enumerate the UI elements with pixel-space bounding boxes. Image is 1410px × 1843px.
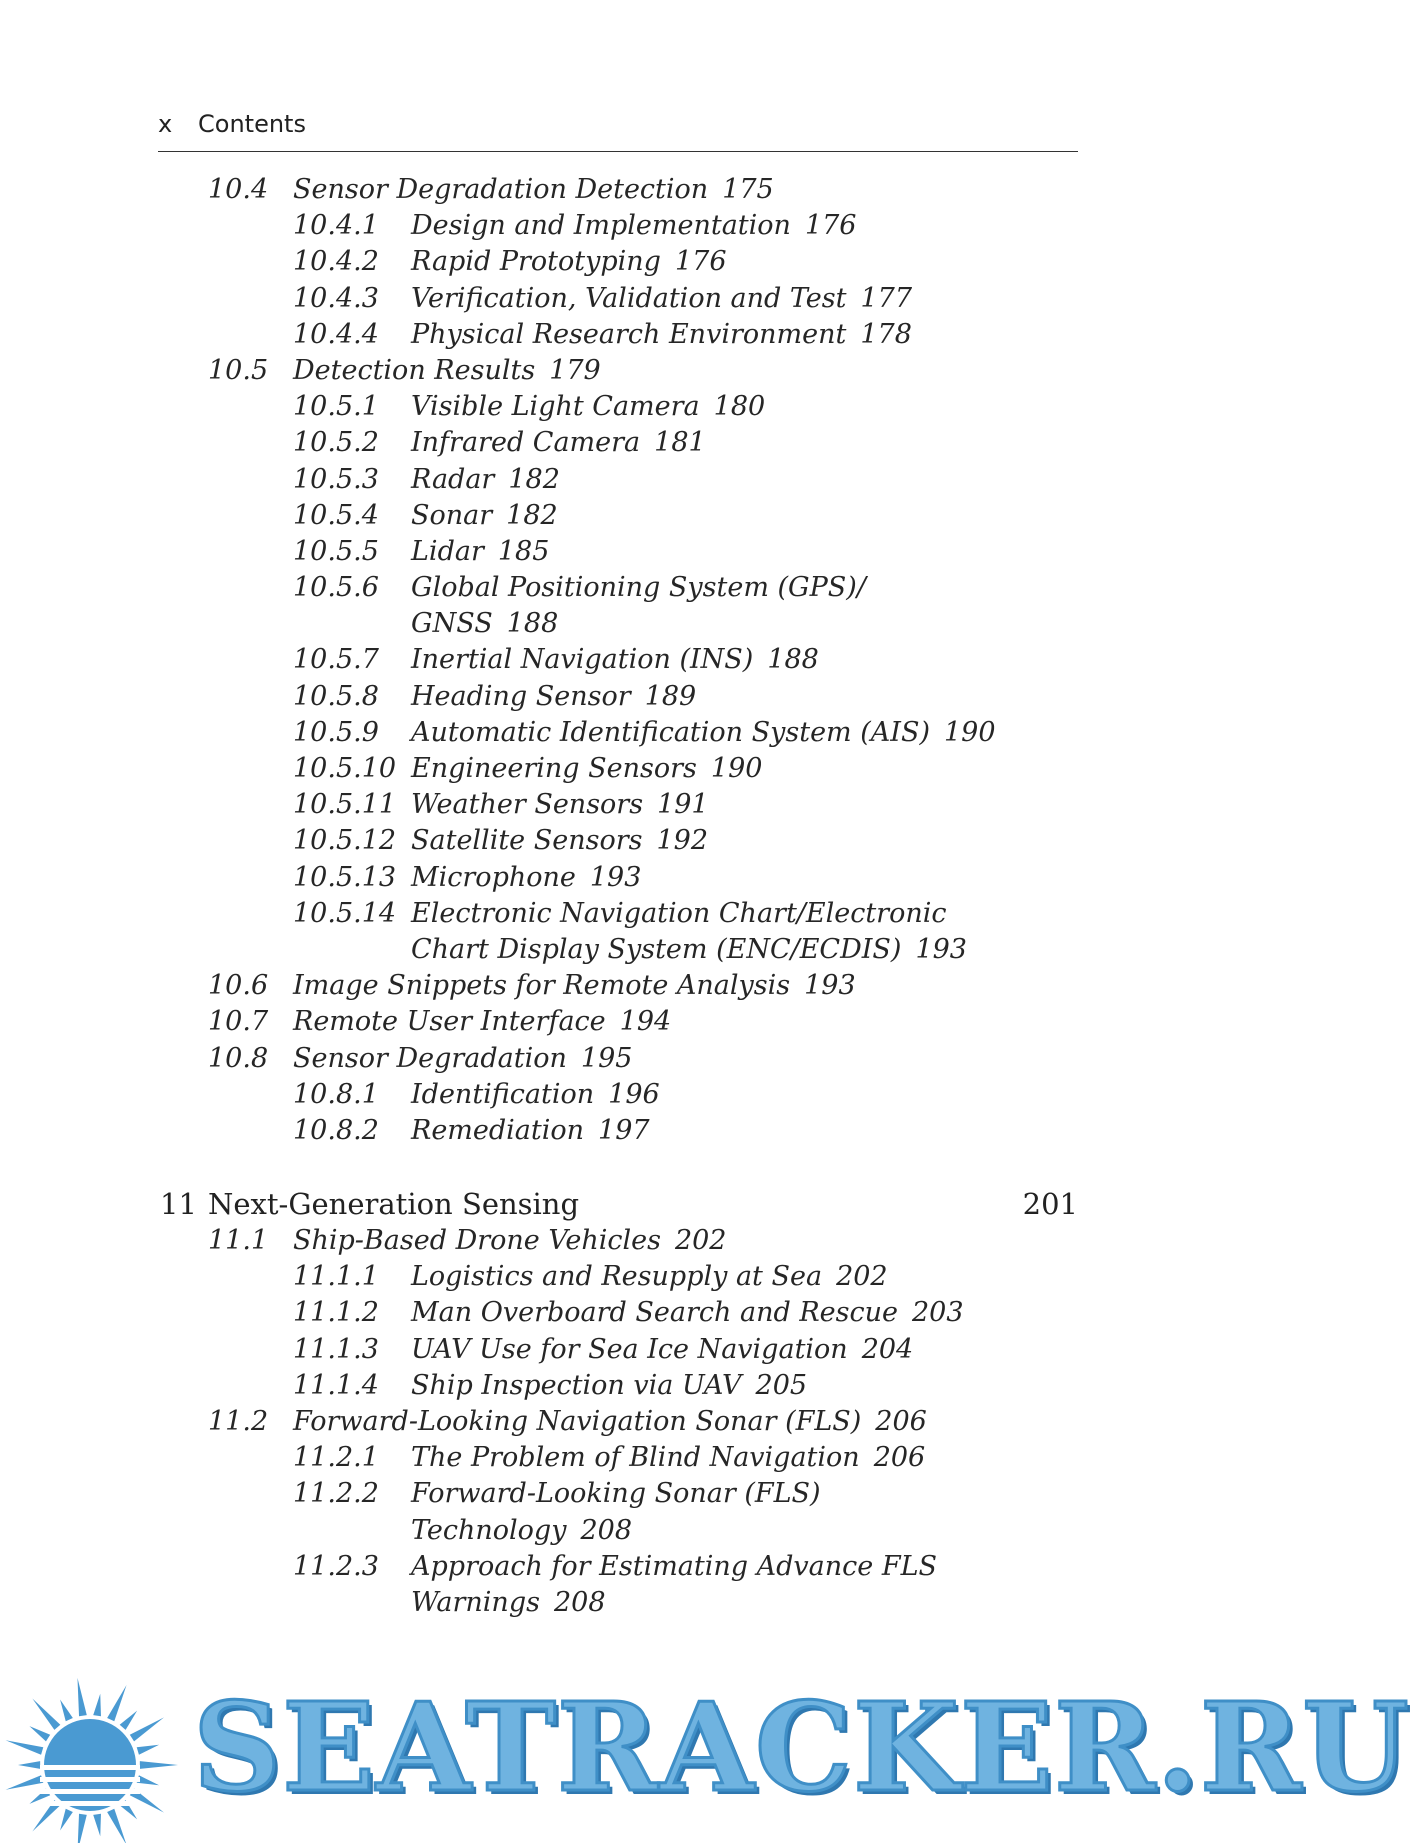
header-rule xyxy=(158,151,1078,152)
toc-entry-title xyxy=(411,1585,606,1621)
sun-ray xyxy=(93,1694,101,1716)
toc-entry-page: 204 xyxy=(861,1333,914,1365)
toc-entry-page: 178 xyxy=(860,318,912,350)
toc-entry-number: 10.5.8 xyxy=(293,680,379,712)
toc-entry[interactable] xyxy=(158,425,1078,461)
toc-entry-title-text: Design and Implementation xyxy=(411,210,791,242)
toc-entry-title xyxy=(411,244,727,280)
sun-ray xyxy=(137,1745,159,1755)
toc-entry-title-text: Heading Sensor xyxy=(411,680,631,712)
sun-ray xyxy=(60,1700,73,1722)
toc-entry-title xyxy=(411,281,912,317)
sun-ray xyxy=(18,1761,40,1769)
toc-entry-number: 10.6 xyxy=(208,970,269,1002)
toc-section-chapter-10 xyxy=(158,172,1078,1149)
toc-entry[interactable] xyxy=(158,1368,1078,1404)
toc-entry[interactable] xyxy=(158,389,1078,425)
toc-entry-number: 10.5.5 xyxy=(293,535,379,567)
toc-entry-page: 180 xyxy=(713,391,766,423)
toc-entry-page: 196 xyxy=(608,1078,660,1110)
toc-entry-page: 189 xyxy=(644,680,697,712)
sun-ray xyxy=(140,1761,178,1769)
toc-entry-title-text: The Problem of Blind Navigation xyxy=(411,1442,860,1474)
toc-entry-title-text: Weather Sensors xyxy=(411,789,644,821)
toc-entry-number: 11.1.4 xyxy=(293,1369,379,1401)
toc-entry-page: 202 xyxy=(674,1225,727,1257)
toc-entry-page: 208 xyxy=(553,1586,606,1618)
toc-entry-title-text: Rapid Prototyping xyxy=(411,246,661,278)
toc-entry-title-text: UAV Use for Sea Ice Navigation xyxy=(411,1333,848,1365)
toc-entry[interactable] xyxy=(158,353,1078,389)
toc-entry[interactable] xyxy=(158,1549,1078,1585)
toc-entry-title-text: Sensor Degradation Detection xyxy=(293,174,709,205)
page-number-label: x xyxy=(158,110,173,138)
toc-entry-page: 190 xyxy=(943,716,996,748)
toc-entry-page: 208 xyxy=(580,1514,633,1546)
toc-entry-title-text: Man Overboard Search and Rescue xyxy=(411,1297,898,1329)
toc-entry-number: 10.4.3 xyxy=(293,282,379,314)
toc-entry-title xyxy=(293,1404,927,1440)
toc-entry-title xyxy=(411,1513,632,1549)
toc-entry[interactable] xyxy=(158,642,1078,678)
toc-entry-title xyxy=(411,823,708,859)
toc-entry-title xyxy=(411,534,549,570)
toc-entry-title-text: Engineering Sensors xyxy=(411,753,697,784)
running-head xyxy=(158,110,1078,138)
toc-entry-page: 182 xyxy=(508,463,560,495)
sun-ray xyxy=(93,1814,101,1836)
watermark xyxy=(0,1665,1410,1843)
toc-entry-title-text: Physical Research Environment xyxy=(411,318,847,350)
toc-entry-number: 10.5.4 xyxy=(293,499,379,531)
toc-entry-number: 11.1.1 xyxy=(293,1261,379,1293)
toc-entry-page: 191 xyxy=(657,789,709,821)
toc-entry[interactable] xyxy=(158,244,1078,280)
toc-entry[interactable] xyxy=(158,534,1078,570)
toc-entry-number: 10.5.13 xyxy=(293,861,397,893)
toc-entry-title-text: Approach for Estimating Advance FLS xyxy=(411,1550,938,1582)
toc-entry[interactable] xyxy=(158,281,1078,317)
sun-ray xyxy=(120,1711,137,1730)
toc-entry-title-text: Inertial Navigation (INS) xyxy=(411,644,754,676)
toc-entry-number: 10.8 xyxy=(208,1042,269,1074)
toc-entry-title-text: Forward-Looking Navigation Sonar (FLS) xyxy=(293,1406,862,1437)
toc-entry-title-text: Lidar xyxy=(411,535,484,567)
toc-entry-number: 10.4.2 xyxy=(293,246,379,278)
toc-entry-title-text: Chart Display System (ENC/ECDIS) xyxy=(411,933,902,965)
toc-entry-title-text: Visible Light Camera xyxy=(411,391,700,423)
toc-entry[interactable] xyxy=(158,317,1078,353)
toc-entry[interactable] xyxy=(158,1440,1078,1476)
toc-entry-title xyxy=(411,425,706,461)
toc-entry-title-text: Electronic Navigation Chart/Electronic xyxy=(411,897,947,929)
toc-entry-continuation[interactable] xyxy=(158,1585,1078,1621)
toc-entry-title-text: Warnings xyxy=(411,1586,540,1618)
sun-ray xyxy=(130,1717,164,1741)
toc-entry-number: 10.7 xyxy=(208,1006,269,1038)
toc-entry-page: 203 xyxy=(911,1297,964,1329)
toc-entry-page: 188 xyxy=(767,644,819,676)
toc-entry[interactable] xyxy=(158,1404,1078,1440)
sun-ray xyxy=(107,1809,126,1843)
toc-entry-number: 11.2.1 xyxy=(293,1442,379,1474)
sun-ray xyxy=(107,1685,126,1721)
toc-entry-number: 10.8.2 xyxy=(293,1114,379,1146)
toc-entry-title-text: Microphone xyxy=(411,861,576,893)
toc-entry-number: 10.5 xyxy=(208,354,269,386)
toc-entry-title xyxy=(411,1476,821,1512)
toc-entry-number: 10.4.1 xyxy=(293,210,379,242)
toc-entry-number: 10.5.9 xyxy=(293,716,379,748)
watermark-text: SEATRACKER.RU xyxy=(193,1675,1410,1819)
toc-entry-title-text: Remote User Interface xyxy=(293,1006,606,1038)
toc-entry-title-text: Ship-Based Drone Vehicles xyxy=(293,1225,661,1257)
running-head-title: Contents xyxy=(198,110,306,138)
toc-entry-number: 10.4.4 xyxy=(293,318,379,350)
toc-entry[interactable] xyxy=(158,751,1078,787)
toc-entry[interactable] xyxy=(158,823,1078,859)
sun-ray xyxy=(6,1775,44,1790)
toc-entry-title xyxy=(293,353,601,389)
toc-entry-number: 10.5.2 xyxy=(293,427,379,459)
toc-entry-page: 194 xyxy=(619,1006,672,1038)
toc-entry-title-text: Sensor Degradation xyxy=(293,1042,567,1074)
toc-entry-title-text: Global Positioning System (GPS)/ xyxy=(411,572,866,604)
sun-ray xyxy=(77,1814,86,1843)
toc-entry-title xyxy=(411,389,765,425)
toc-entry-number: 10.5.3 xyxy=(293,463,379,495)
toc-section-chapter-11 xyxy=(158,1223,1078,1621)
toc-entry[interactable] xyxy=(158,968,1078,1004)
toc-entry-title-text: Sonar xyxy=(411,499,493,531)
toc-entry[interactable] xyxy=(158,1295,1078,1331)
toc-entry-title xyxy=(411,751,762,787)
toc-entry-title xyxy=(411,642,819,678)
toc-entry-title xyxy=(411,1332,913,1368)
toc-entry-title-text: Remediation xyxy=(411,1114,585,1146)
toc-entry[interactable] xyxy=(158,1004,1078,1040)
chapter-title: Next-Generation Sensing xyxy=(208,1187,580,1222)
toc-entry-title-text: Infrared Camera xyxy=(411,427,641,459)
toc-entry-title-text: Automatic Identification System (AIS) xyxy=(411,716,930,748)
sun-ray xyxy=(32,1698,60,1729)
toc-entry-number: 10.5.12 xyxy=(293,825,397,857)
toc-entry-title xyxy=(293,968,856,1004)
toc-entry-page: 175 xyxy=(722,174,774,205)
toc-entry-page: 202 xyxy=(836,1261,888,1293)
toc-entry-number: 10.8.1 xyxy=(293,1078,379,1110)
toc-entry-page: 176 xyxy=(804,210,857,242)
toc-entry-title xyxy=(293,1004,671,1040)
toc-entry-page: 195 xyxy=(580,1042,633,1074)
toc-entry-title xyxy=(411,860,641,896)
toc-entry-title-text: Radar xyxy=(411,463,495,495)
toc-entry-title xyxy=(411,787,709,823)
toc-entry-number: 11.1.3 xyxy=(293,1333,379,1365)
toc-entry-page: 181 xyxy=(654,427,706,459)
toc-entry-title xyxy=(411,1077,660,1113)
toc-entry[interactable] xyxy=(158,462,1078,498)
toc-entry[interactable] xyxy=(158,172,1078,208)
toc-entry-page: 206 xyxy=(873,1442,926,1474)
toc-entry[interactable] xyxy=(158,570,1078,606)
toc-entry-title xyxy=(411,1549,937,1585)
toc-entry-page: 190 xyxy=(710,753,763,784)
chapter-number: 11 xyxy=(160,1187,197,1222)
toc-entry-page: 179 xyxy=(549,354,601,386)
toc-entry-title-text: GNSS xyxy=(411,608,493,640)
toc-entry-number: 10.5.1 xyxy=(293,391,379,423)
toc-entry-title xyxy=(411,896,947,932)
chapter-page: 201 xyxy=(1022,1187,1078,1222)
toc-entry-number: 11.2.2 xyxy=(293,1478,379,1510)
toc-entry[interactable] xyxy=(158,498,1078,534)
toc-entry-number: 10.5.11 xyxy=(293,789,397,821)
toc-entry[interactable] xyxy=(158,787,1078,823)
toc-entry-title-text: Forward-Looking Sonar (FLS) xyxy=(411,1478,821,1510)
sun-ray xyxy=(6,1740,44,1755)
toc-entry-title xyxy=(293,172,774,208)
toc-entry-title xyxy=(411,1440,925,1476)
toc-entry-title-text: Ship Inspection via UAV xyxy=(411,1369,742,1401)
toc-entry-continuation[interactable] xyxy=(158,932,1078,968)
toc-entry[interactable] xyxy=(158,715,1078,751)
sun-logo-icon xyxy=(0,1665,180,1843)
toc-entry[interactable] xyxy=(158,1332,1078,1368)
toc-entry-title xyxy=(411,1295,964,1331)
toc-entry-continuation[interactable] xyxy=(158,1513,1078,1549)
toc-entry[interactable] xyxy=(158,1223,1078,1259)
toc-entry-title xyxy=(411,498,558,534)
toc-entry-page: 188 xyxy=(506,608,559,640)
toc-entry-number: 10.5.6 xyxy=(293,572,379,604)
toc-entry-number: 10.4 xyxy=(208,174,269,205)
toc-entry-title-text: Technology xyxy=(411,1514,567,1546)
toc-entry[interactable] xyxy=(158,679,1078,715)
toc-entry-number: 11.1.2 xyxy=(293,1297,379,1329)
toc-entry-page: 197 xyxy=(598,1114,650,1146)
toc-entry-title xyxy=(411,1113,650,1149)
toc-entry-page: 206 xyxy=(875,1406,927,1437)
sun-ray xyxy=(60,1809,73,1831)
toc-entry-title xyxy=(411,932,967,968)
toc-entry[interactable] xyxy=(158,1077,1078,1113)
sun-ray xyxy=(29,1726,50,1741)
toc-entry-page: 185 xyxy=(497,535,550,567)
toc-entry-page: 205 xyxy=(755,1369,808,1401)
sun-ray xyxy=(137,1775,159,1785)
toc-entry-number: 11.2.3 xyxy=(293,1550,379,1582)
toc-entry-title-text: Satellite Sensors xyxy=(411,825,643,857)
toc-entry-title xyxy=(411,606,558,642)
toc-entry-title xyxy=(411,570,866,606)
toc-entry-title xyxy=(293,1223,727,1259)
toc-entry[interactable] xyxy=(158,1041,1078,1077)
toc-entry-number: 10.5.14 xyxy=(293,897,397,929)
toc-entry[interactable] xyxy=(158,208,1078,244)
toc-entry-title xyxy=(293,1041,632,1077)
toc-entry-title-text: Identification xyxy=(411,1078,595,1110)
toc-entry-title-text: Verification, Validation and Test xyxy=(411,282,847,314)
toc-entry-page: 176 xyxy=(674,246,727,278)
toc-entry-title-text: Logistics and Resupply at Sea xyxy=(411,1261,823,1293)
toc-entry-page: 177 xyxy=(860,282,913,314)
toc-entry[interactable] xyxy=(158,1476,1078,1512)
toc-entry-number: 10.5.7 xyxy=(293,644,379,676)
table-of-contents xyxy=(158,172,1078,1621)
toc-entry[interactable] xyxy=(158,1259,1078,1295)
toc-entry-title xyxy=(411,715,996,751)
toc-entry-title xyxy=(411,462,560,498)
toc-entry-continuation[interactable] xyxy=(158,606,1078,642)
toc-entry-page: 193 xyxy=(804,970,856,1002)
toc-entry-number: 10.5.10 xyxy=(293,753,397,784)
toc-entry[interactable] xyxy=(158,896,1078,932)
sun-ray xyxy=(77,1678,86,1716)
toc-entry-page: 193 xyxy=(589,861,642,893)
toc-entry-title-text: Image Snippets for Remote Analysis xyxy=(293,970,791,1002)
toc-entry-title xyxy=(411,1368,807,1404)
chapter-gap xyxy=(158,1149,1078,1185)
toc-entry-number: 11.2 xyxy=(208,1406,269,1437)
chapter-heading[interactable] xyxy=(158,1185,1078,1223)
toc-entry-page: 192 xyxy=(656,825,709,857)
toc-entry-title xyxy=(411,1259,888,1295)
toc-entry-number: 11.1 xyxy=(208,1225,269,1257)
toc-entry[interactable] xyxy=(158,1113,1078,1149)
toc-entry-title xyxy=(411,208,857,244)
toc-entry-title-text: Detection Results xyxy=(293,354,536,386)
toc-entry-title xyxy=(411,679,696,715)
toc-entry-page: 182 xyxy=(506,499,558,531)
toc-entry-title xyxy=(411,317,912,353)
toc-entry[interactable] xyxy=(158,860,1078,896)
toc-entry-page: 193 xyxy=(915,933,967,965)
